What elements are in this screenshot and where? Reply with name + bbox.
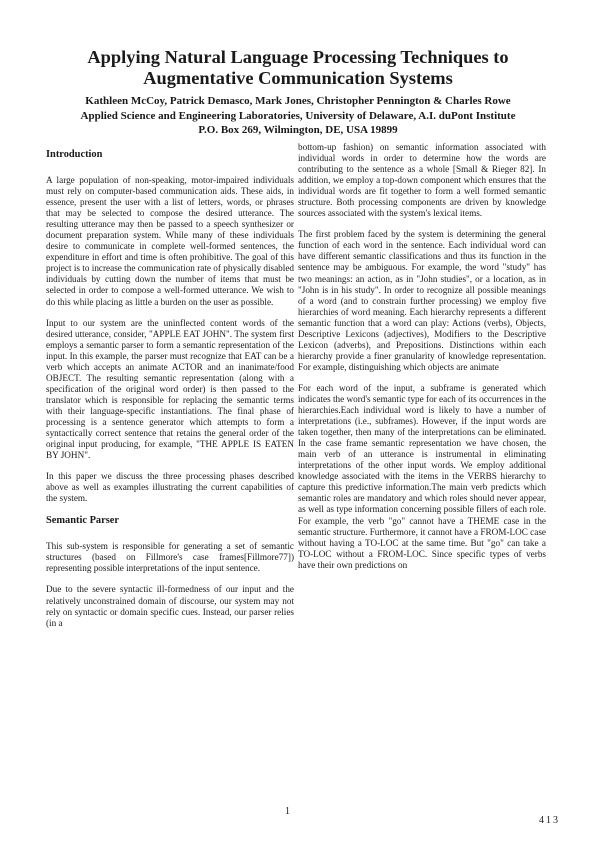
intro-paragraph-1: A large population of non-speaking, motor-impaired individuals must rely on computer-based communication aids. These aids, in essence, present the user with a list of letters, words, or phrases that may be selected to compose the desired utterance. The resulting utterance may then be passed to a speech synthesizer or document preparation system. While many of these individuals desire to communicate in complete well-formed sentences, the expenditure in effort and time is often prohibitive. The goal of this project is to increase the communication rate of physically disabled individuals by cutting down the number of items that must be selected in order to compose a well-formed utterance. We wish to do this while placing as little a burden on the user as possible. bbox=[46, 175, 294, 307]
right-paragraph-2: The first problem faced by the system is determining the general function of each word in the sentence. Each individual word can have different semantic classifications and thus its function in the sentence may be ambiguous. For example, the word "study" has two meanings: an action, as in "John studies", or a location, as in "John is in his study". In order to recognize all possible meanings of a word (and to constrain further processing) we employ five hierarchies of word meaning. Each hierarchy represents a different semantic function that a word can play: Actions (verbs), Objects, Descriptive Lexicons (adjectives), Modifiers to the Descriptive Lexicon (adverbs), and Prepositions. Distinctions within each hierarchy provide a finer granularity of knowledge representation. For example, distinguishing which objects are animate bbox=[298, 229, 546, 372]
parser-paragraph-2: Due to the severe syntactic ill-formedness of our input and the relatively unconstrained domain of discourse, our system may not rely on syntactic or domain specific cues. Instead, our parser relies (in a bbox=[46, 584, 294, 628]
right-paragraph-3: For each word of the input, a subframe is generated which indicates the word's semantic type for each of its occurrences in the hierarchies.Each individual word is likely to have a number of interpretations (i.e., subframes). However, if the input words are taken together, then many of the interpretations can be eliminated. In the case frame semantic representation we have chosen, the main verb of an utterance is instrumental in eliminating interpretations of the other input words. We employ additional knowledge associated with the items in the VERBS hierarchy to capture this predictive information.The main verb predicts which semantic roles are mandatory and which roles should never appear, as well as type information concerning possible fillers of each role. For example, the verb "go" cannot have a THEME case in the semantic structure. Furthermore, it cannot have a FROM-LOC case without having a TO-LOC at the same time. But "go" can take a TO-LOC without a FROM-LOC. Since specific types of verbs have their own predictions on bbox=[298, 382, 546, 570]
author-block bbox=[40, 94, 556, 138]
parser-paragraph-1: This sub-system is responsible for generating a set of semantic structures (based on Fillmore's case frames[Fillmore77]) representing possible interpretations of the input sentence. bbox=[46, 541, 294, 574]
right-column bbox=[298, 142, 546, 581]
left-column bbox=[46, 142, 294, 639]
paper-title bbox=[40, 47, 556, 89]
title-line-2: Augmentative Communication Systems bbox=[143, 68, 453, 88]
author-affiliation: Applied Science and Engineering Laboratories, University of Delaware, A.I. duPont Institute bbox=[80, 109, 516, 122]
intro-paragraph-2: Input to our system are the uninflected content words of the desired utterance, consider, "APPLE EAT JOHN". The system first employs a semantic parser to form a semantic representation of the input. In this example, the parser must recognize that EAT can be a verb which accepts an animate ACTOR and an inanimate/food OBJECT. The resulting semantic representation (along with a specification of the original word order) is then passed to the translator which is responsible for replacing the semantic terms with their language-specific instantiations. The final phase of processing is a sentence generator which attempts to form a syntactically correct sentence that retains the general order of the original input producing, for example, "THE APPLE IS EATEN BY JOHN". bbox=[46, 317, 294, 461]
page-number: 413 bbox=[539, 815, 560, 826]
author-names: Kathleen McCoy, Patrick Demasco, Mark Jones, Christopher Pennington & Charles Rowe bbox=[85, 95, 511, 107]
right-paragraph-1: bottom-up fashion) on semantic information associated with individual words in order to determine how the words are contributing to the sentence as a whole [Small & Rieger 82]. In addition, we employ a top-down component which ensures that the individual words are fit together to form a well formed semantic structure. Both processing components are driven by knowledge sources associated with the system's lexical items. bbox=[298, 142, 546, 219]
section-heading-semantic-parser: Semantic Parser bbox=[46, 515, 119, 527]
section-heading-introduction: Introduction bbox=[46, 149, 103, 160]
title-line-1: Applying Natural Language Processing Techniques to bbox=[87, 47, 509, 67]
intro-paragraph-3: In this paper we discuss the three processing phases described above as well as examples illustrating the current capabilities of the system. bbox=[46, 471, 294, 504]
author-address: P.O. Box 269, Wilmington, DE, USA 19899 bbox=[198, 124, 398, 136]
footer-mark: 1 bbox=[285, 806, 290, 817]
